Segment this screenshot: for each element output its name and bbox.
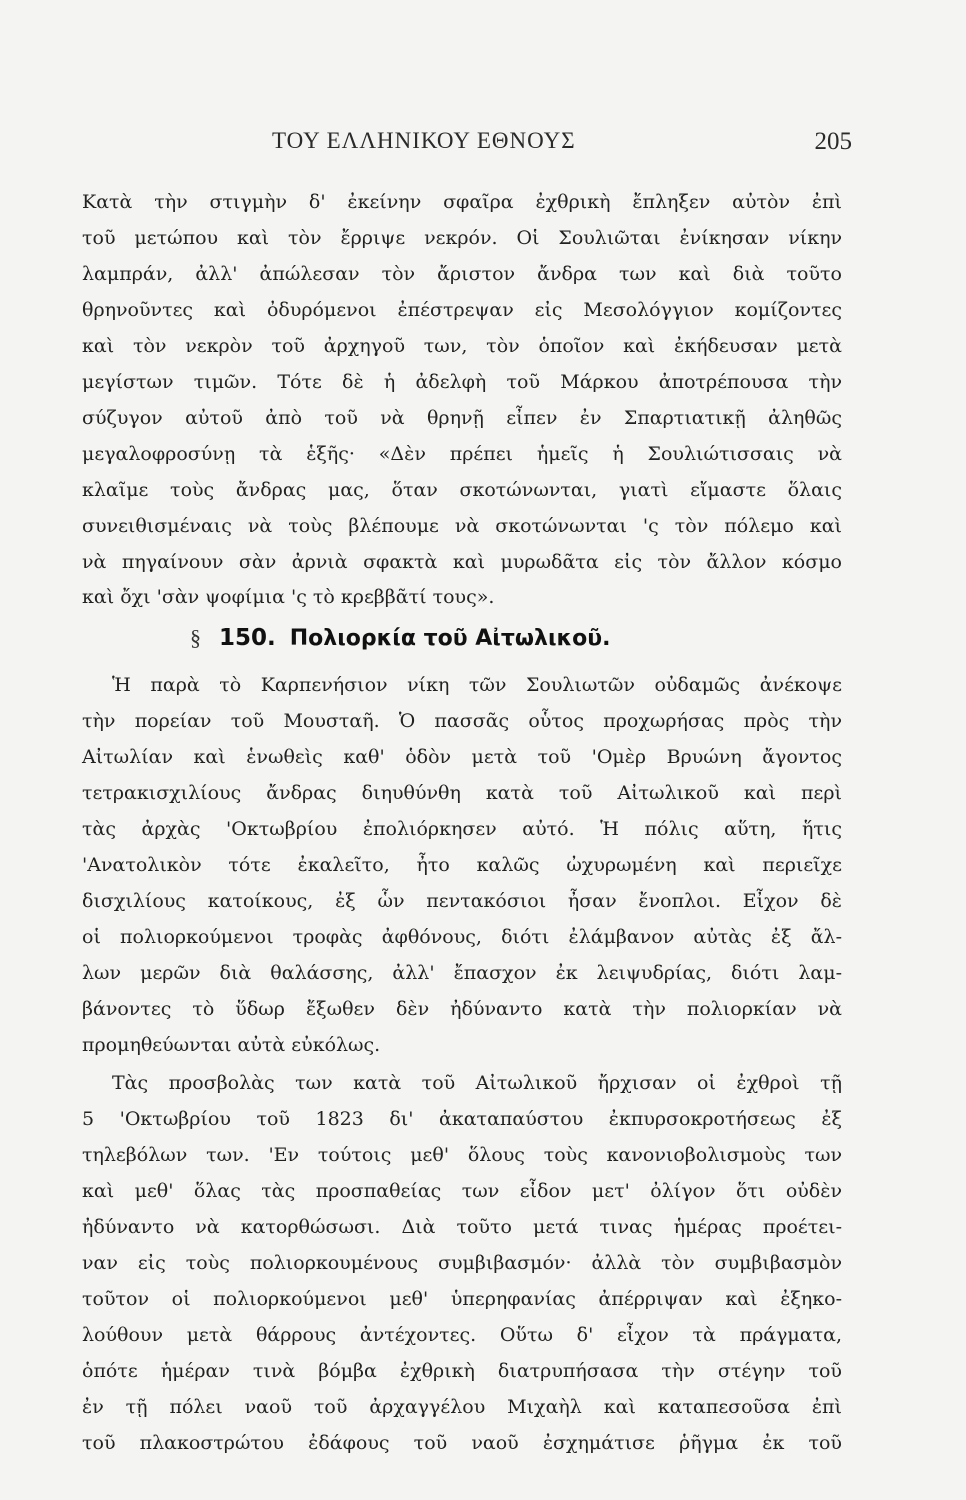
text-line: μεγαλοφροσύνῃ τὰ ἑξῆς· «Δὲν πρέπει ἡμεῖς ἡ Σουλιώτισσαις νὰ: [82, 443, 842, 465]
text-line: συνειθισμέναις νὰ τοὺς βλέπουμε νὰ σκοτώνωνται 'ς τὸν πόλεμο καὶ: [82, 515, 842, 537]
text-line: καὶ μεθ' ὅλας τὰς προσπαθείας των εἶδον μετ' ὀλίγον ὅτι οὐδὲν: [82, 1180, 842, 1202]
text-line: προμηθεύωνται αὐτὰ εὐκόλως.: [82, 1034, 381, 1056]
text-line: τοῦ μετώπου καὶ τὸν ἔρριψε νεκρόν. Οἱ Σουλιῶται ἐνίκησαν νίκην: [82, 227, 842, 249]
page-number: 205: [814, 128, 852, 155]
text-line: ναν εἰς τοὺς πολιορκουμένους συμβιβασμόν· ἀλλὰ τὸν συμβιβασμὸν: [82, 1252, 842, 1274]
text-line: οἱ πολιορκούμενοι τροφὰς ἀφθόνους, διότι ἐλάμβανον αὐτὰς ἐξ ἄλ-: [82, 926, 842, 948]
text-line: καὶ τὸν νεκρὸν τοῦ ἀρχηγοῦ των, τὸν ὁποῖον καὶ ἐκήδευσαν μετὰ: [82, 335, 842, 357]
text-line: νὰ πηγαίνουν σὰν ἀρνιὰ σφακτὰ καὶ μυρωδᾶτα εἰς τὸν ἄλλον κόσμο: [82, 551, 842, 573]
section-title: Πολιορκία τοῦ Αἰτωλικοῦ.: [289, 626, 611, 651]
text-line: τετρακισχιλίους ἄνδρας διηυθύνθη κατὰ τοῦ Αἰτωλικοῦ καὶ περὶ: [82, 782, 842, 804]
section-number: 150.: [219, 625, 276, 651]
section-mark: §: [190, 625, 201, 650]
text-line: θρηνοῦντες καὶ ὀδυρόμενοι ἐπέστρεψαν εἰς Μεσολόγγιον κομίζοντες: [82, 299, 842, 321]
text-line: λων μερῶν διὰ θαλάσσης, ἀλλ' ἔπασχον ἐκ λειψυδρίας, διότι λαμ-: [82, 962, 842, 984]
text-line: τοῦτον οἱ πολιορκούμενοι μεθ' ὑπερηφανίας ἀπέρριψαν καὶ ἐξηκο-: [82, 1288, 842, 1310]
text-line: λούθουν μετὰ θάρρους ἀντέχοντες. Οὕτω δ' εἶχον τὰ πράγματα,: [82, 1324, 842, 1346]
text-line: λαμπράν, ἀλλ' ἀπώλεσαν τὸν ἄριστον ἄνδρα των καὶ διὰ τοῦτο: [82, 263, 842, 285]
text-line: τὴν πορείαν τοῦ Μουσταῆ. Ὁ πασσᾶς οὗτος προχωρήσας πρὸς τὴν: [82, 710, 842, 732]
text-line: Κατὰ τὴν στιγμὴν δ' ἐκείνην σφαῖρα ἐχθρικὴ ἔπληξεν αὐτὸν ἐπὶ: [82, 191, 842, 213]
text-line: τηλεβόλων των. 'Εν τούτοις μεθ' ὅλους τοὺς κανονιοβολισμοὺς των: [82, 1144, 842, 1166]
text-line: κλαῖμε τοὺς ἄνδρας μας, ὅταν σκοτώνωνται, γιατὶ εἴμαστε ὅλαις: [82, 479, 842, 501]
text-line: τοῦ πλακοστρώτου ἐδάφους τοῦ ναοῦ ἐσχημάτισε ῥῆγμα ἐκ τοῦ: [82, 1432, 842, 1454]
text-line: Ἡ παρὰ τὸ Καρπενήσιον νίκη τῶν Σουλιωτῶν οὐδαμῶς ἀνέκοψε: [112, 674, 842, 696]
text-line: 'Ανατολικὸν τότε ἐκαλεῖτο, ἦτο καλῶς ὠχυρωμένη καὶ περιεῖχε: [82, 854, 842, 876]
text-line: Αἰτωλίαν καὶ ἑνωθεὶς καθ' ὁδὸν μετὰ τοῦ 'Ομὲρ Βρυώνη ἄγοντος: [82, 746, 842, 768]
text-line: 5 'Οκτωβρίου τοῦ 1823 δι' ἀκαταπαύστου ἐκπυρσοκροτήσεως ἐξ: [82, 1108, 842, 1130]
text-line: ἐν τῇ πόλει ναοῦ τοῦ ἀρχαγγέλου Μιχαὴλ καὶ καταπεσοῦσα ἐπὶ: [82, 1396, 842, 1418]
text-line: ἠδύναντο νὰ κατορθώσωσι. Διὰ τοῦτο μετά τινας ἡμέρας προέτει-: [82, 1216, 842, 1238]
text-line: Τὰς προσβολὰς των κατὰ τοῦ Αἰτωλικοῦ ἤρχισαν οἱ ἐχθροὶ τῇ: [112, 1072, 842, 1094]
running-head: [82, 128, 852, 162]
section-heading: [190, 618, 750, 658]
text-line: δισχιλίους κατοίκους, ἐξ ὧν πεντακόσιοι ἦσαν ἔνοπλοι. Εἶχον δὲ: [82, 890, 842, 912]
text-line: τὰς ἀρχὰς 'Οκτωβρίου ἐπολιόρκησεν αὐτό. Ἡ πόλις αὕτη, ἥτις: [82, 818, 842, 840]
text-line: βάνοντες τὸ ὕδωρ ἔξωθεν δὲν ἠδύναντο κατὰ τὴν πολιορκίαν νὰ: [82, 998, 842, 1020]
text-line: ὁπότε ἡμέραν τινὰ βόμβα ἐχθρικὴ διατρυπήσασα τὴν στέγην τοῦ: [82, 1360, 842, 1382]
text-line: μεγίστων τιμῶν. Τότε δὲ ἡ ἀδελφὴ τοῦ Μάρκου ἀποτρέπουσα τὴν: [82, 371, 842, 393]
running-title: ΤΟΥ ΕΛΛΗΝΙΚΟΥ ΕΘΝΟΥΣ: [272, 128, 576, 153]
text-line: σύζυγον αὐτοῦ ἀπὸ τοῦ νὰ θρηνῇ εἶπεν ἐν Σπαρτιατικῇ ἀληθῶς: [82, 407, 842, 429]
text-line: καὶ ὄχι 'σὰν ψοφίμια 'ς τὸ κρεββᾶτί τους».: [82, 586, 495, 608]
